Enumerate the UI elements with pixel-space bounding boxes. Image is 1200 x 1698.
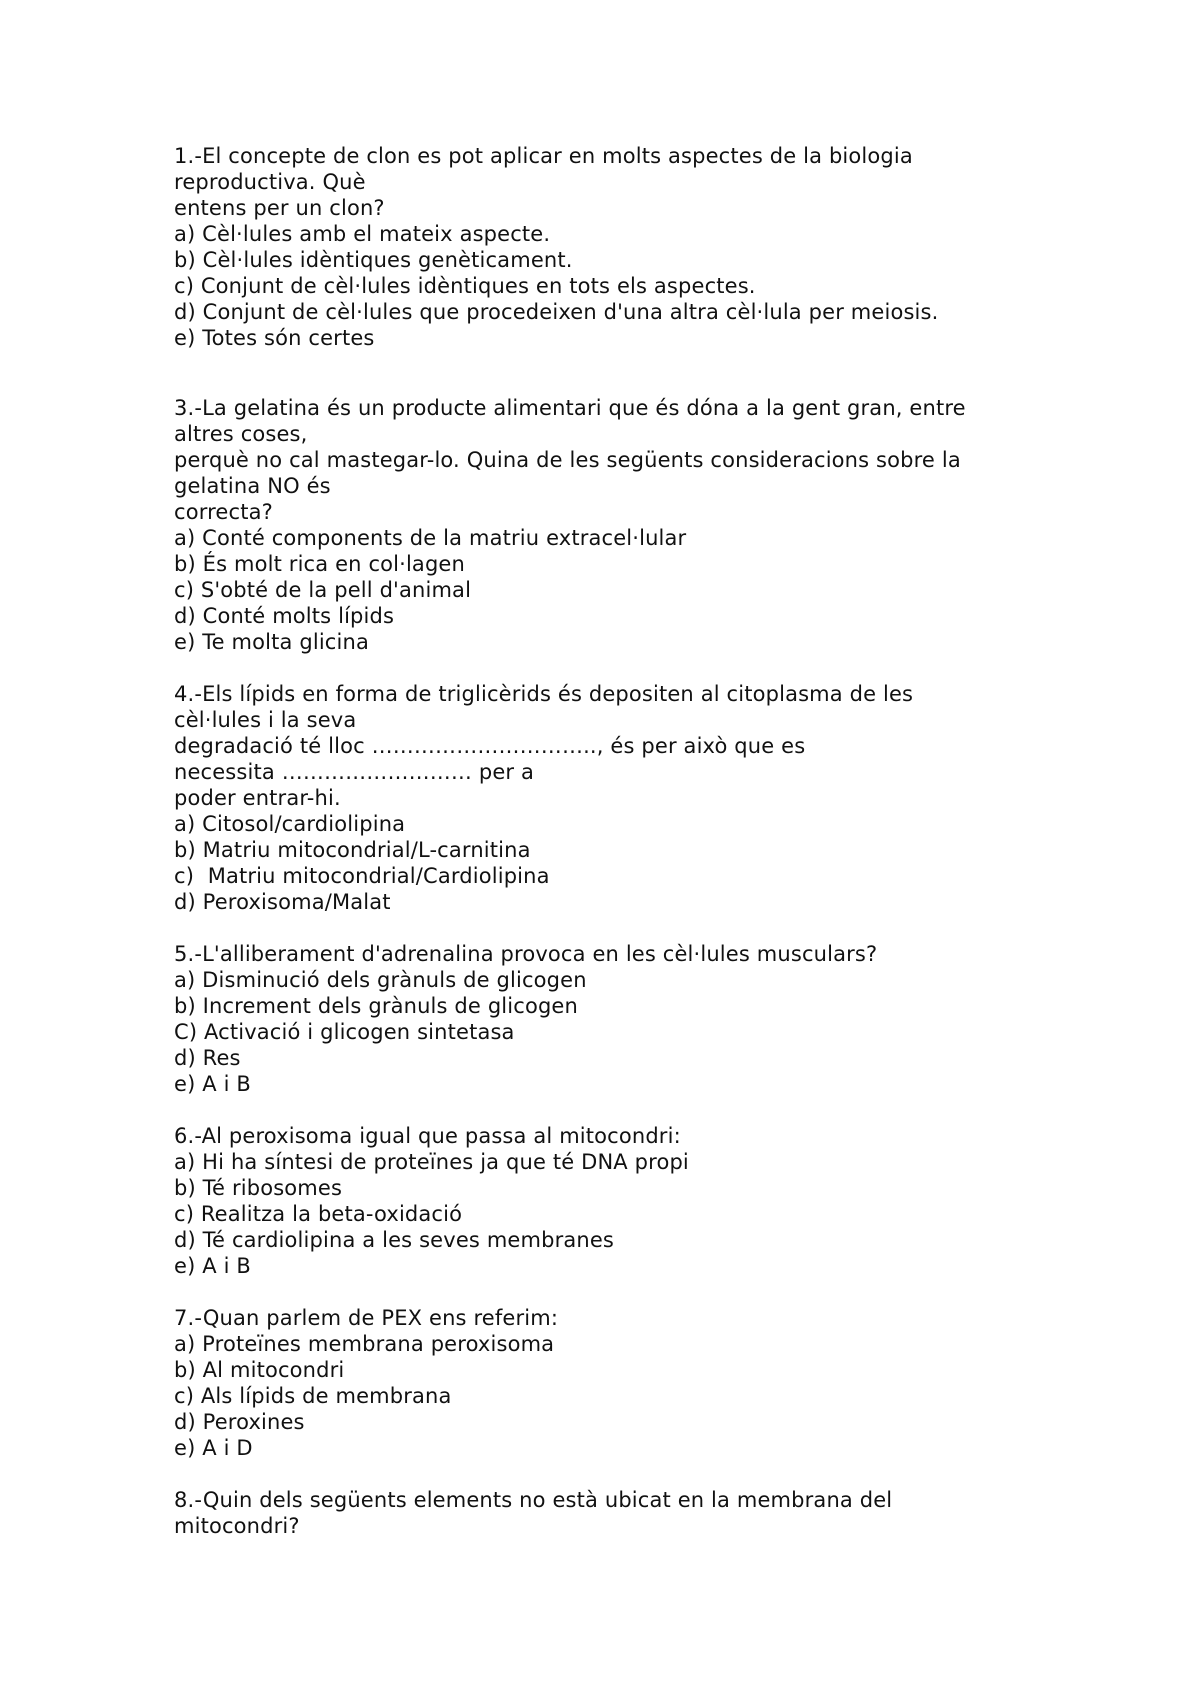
question-1-option-b: b) Cèl·lules idèntiques genèticament. (174, 248, 573, 272)
question-3-option-e: e) Te molta glicina (174, 630, 369, 654)
question-1-line: entens per un clon? (174, 196, 385, 220)
question-5-line: 5.-L'alliberament d'adrenalina provoca en les cèl·lules musculars? (174, 942, 878, 966)
question-3-line: gelatina NO és (174, 474, 331, 498)
question-3 (174, 395, 1034, 655)
question-3-line: correcta? (174, 500, 273, 524)
question-6 (174, 1123, 1034, 1279)
question-7-line: 7.-Quan parlem de PEX ens referim: (174, 1306, 559, 1330)
question-1-option-d: d) Conjunt de cèl·lules que procedeixen d'una altra cèl·lula per meiosis. (174, 300, 939, 324)
question-6-option-a: a) Hi ha síntesi de proteïnes ja que té DNA propi (174, 1150, 689, 1174)
question-7-option-c: c) Als lípids de membrana (174, 1384, 452, 1408)
question-7-option-a: a) Proteïnes membrana peroxisoma (174, 1332, 555, 1356)
question-4-line: 4.-Els lípids en forma de triglicèrids és depositen al citoplasma de les (174, 682, 914, 706)
question-4-line: degradació té lloc ………………………….., és per això que es (174, 734, 806, 758)
question-3-line: perquè no cal mastegar-lo. Quina de les següents consideracions sobre la (174, 448, 961, 472)
question-4-option-d: d) Peroxisoma/Malat (174, 890, 391, 914)
question-8-line: 8.-Quin dels següents elements no està ubicat en la membrana del (174, 1488, 893, 1512)
document-content (174, 143, 1034, 1539)
question-4-option-b: b) Matriu mitocondrial/L-carnitina (174, 838, 531, 862)
question-4-line: poder entrar-hi. (174, 786, 341, 810)
question-3-option-b: b) És molt rica en col·lagen (174, 552, 465, 576)
question-8-line: mitocondri? (174, 1514, 300, 1538)
question-6-line: 6.-Al peroxisoma igual que passa al mitocondri: (174, 1124, 681, 1148)
question-3-option-a: a) Conté components de la matriu extracel·lular (174, 526, 687, 550)
question-1-option-e: e) Totes són certes (174, 326, 375, 350)
question-6-option-c: c) Realitza la beta-oxidació (174, 1202, 463, 1226)
question-7 (174, 1305, 1034, 1461)
question-1 (174, 143, 1034, 351)
question-1-line: reproductiva. Què (174, 170, 366, 194)
question-6-option-d: d) Té cardiolipina a les seves membranes (174, 1228, 615, 1252)
question-3-option-d: d) Conté molts lípids (174, 604, 395, 628)
question-1-line: 1.-El concepte de clon es pot aplicar en molts aspectes de la biologia (174, 144, 913, 168)
question-6-option-e: e) A i B (174, 1254, 251, 1278)
question-3-line: 3.-La gelatina és un producte alimentari que és dóna a la gent gran, entre (174, 396, 966, 420)
question-4-line: necessita ……………………… per a (174, 760, 535, 784)
question-4-option-a: a) Citosol/cardiolipina (174, 812, 406, 836)
question-5-option-c: C) Activació i glicogen sintetasa (174, 1020, 515, 1044)
question-5-option-e: e) A i B (174, 1072, 251, 1096)
question-3-line: altres coses, (174, 422, 308, 446)
question-5-option-a: a) Disminució dels grànuls de glicogen (174, 968, 587, 992)
question-1-option-c: c) Conjunt de cèl·lules idèntiques en tots els aspectes. (174, 274, 756, 298)
question-8 (174, 1487, 1034, 1539)
question-7-option-b: b) Al mitocondri (174, 1358, 345, 1382)
question-5 (174, 941, 1034, 1097)
question-6-option-b: b) Té ribosomes (174, 1176, 343, 1200)
question-4-line: cèl·lules i la seva (174, 708, 357, 732)
question-7-option-e: e) A i D (174, 1436, 253, 1460)
question-7-option-d: d) Peroxines (174, 1410, 305, 1434)
question-3-option-c: c) S'obté de la pell d'animal (174, 578, 472, 602)
question-1-option-a: a) Cèl·lules amb el mateix aspecte. (174, 222, 551, 246)
question-4 (174, 681, 1034, 915)
question-5-option-b: b) Increment dels grànuls de glicogen (174, 994, 578, 1018)
question-5-option-d: d) Res (174, 1046, 241, 1070)
question-4-option-c: c) Matriu mitocondrial/Cardiolipina (174, 864, 550, 888)
